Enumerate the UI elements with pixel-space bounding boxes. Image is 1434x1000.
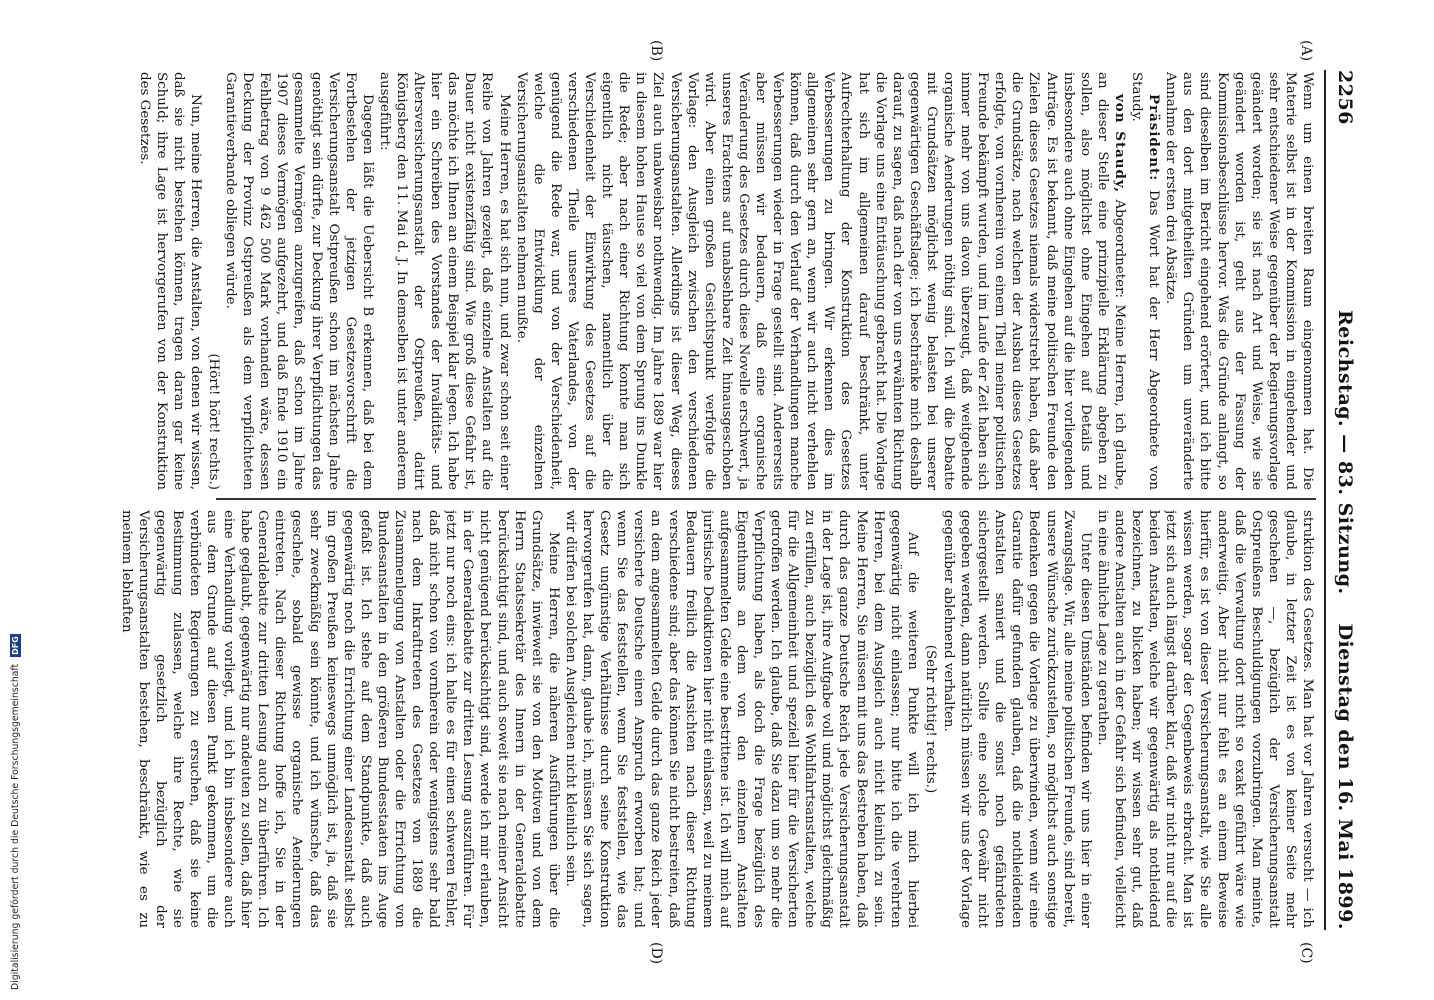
digitization-footer <box>2 606 22 990</box>
paragraph <box>222 72 376 490</box>
paragraph-text: (Hört! hört! rechts.) <box>206 353 221 490</box>
interjection <box>922 510 939 928</box>
column-divider <box>216 498 1316 500</box>
paragraph-text: Wenn um einen breiten Raum eingenommen hat. Die Materie selbst ist in der Kommission in eingehender und sehr entschiedener Weise gegenüber der Regierungsvorlage geändert worden; sie ist nach Art und Weise, wie sie geändert worden ist, geht aus der Fassung der Kommissionsbeschlüsse hervor. Was die Gründe anlangt, so sind dieselben im Bericht eingehend erörtert, und ich bitte aus den dort mitgetheilten Gründen um unveränderte Annahme der ersten drei Absätze. <box>1163 72 1315 490</box>
session-date: Dienstag den 16. Mai 1899. <box>1334 623 1356 930</box>
right-text-column <box>76 510 1316 928</box>
paragraph <box>562 510 921 928</box>
paragraph-text: Auf die weiteren Punkte will ich mich hierbei gegenwärtig nicht einlassen; nur bitte ich die verehrten Herren, bei dem Ausgleich auch nicht kleinlich zu sein. Meine Herren, Sie müssen mit uns das Bestreben haben, daß durch das ganze Deutsche Reich jede Versicherungsanstalt in der Lage ist, ihre Aufgabe voll und möglichst gleichmäßig zu erfüllen, auch bezüglich des Wohlfahrtsanstalten, welche für die Allgemeinheit und speziell hier für die Versicherten getroffen werden. Ich glaube, daß Sie dazu um so mehr die Verpflichtung haben, als doch die Frage bezüglich des Eigenthums an dem von den einzelnen Anstalten aufgesammelten Gelde eine bestrittene ist. Ich will mich auf juristische Deduktionen hier nicht einlassen, weil zu meinem Bedauern freilich die Ansichten nach dieser Richtung verschiedene sind; aber das können Sie nicht bestreiten, daß an dem angesammelten Gelde durch das ganze Reich jeder versicherte Deutsche einen Anspruch erworben hat; und wenn Sie das feststellen, wenn Sie feststellen, wie das Gesetz ungünstige Verhältnisse durch seine Konstruktion hervorgerufen hat, dann, glaube ich, müssen Sie sich sagen, wir dürfen bei solchen Ausgleichen nicht kleinlich sein. <box>562 510 920 928</box>
paragraph-text: (Sehr richtig! rechts.) <box>922 644 938 794</box>
paragraph-text: Das Wort hat der Herr Abgeordnete von Staudy. <box>1129 72 1162 490</box>
margin-marker-d: (D) <box>648 942 664 965</box>
paragraph <box>1094 510 1316 928</box>
paragraph <box>136 72 204 490</box>
page-number: 2256 <box>1334 70 1356 125</box>
dfg-logo: DFG <box>11 636 20 655</box>
paragraph <box>1162 72 1316 490</box>
paragraph <box>513 72 1128 490</box>
paragraph-text: Meine Herren, es hat sich nun, und zwar schon seit einer Reihe von Jahren gezeigt, daß einzelne Anstalten auf die Dauer nicht existenzfähig sind. Wie groß diese Gefahr ist, das möchte ich Ihnen an einem Beispiel klar legen. Ich habe hier ein Schreiben des Vorstandes der Invaliditäts- und Altersversicherungsanstalt der Ostpreußen, datirt Königsberg den 11. Mai d. J. In demselben ist unter anderem ausgeführt: <box>376 72 512 490</box>
paragraph-text: Unter diesen Umständen befinden wir uns hier in einer Zwangslage. Wir, alle meine politischen Freunde, sind bereit, unsere Wünsche zurückzustellen, so möglichst auch sonstige Bedenken gegen die Vorlage zu überwinden, wenn wir eine Garantie dafür gefunden glauben, daß die nothleidenden Anstalten saniert und die sonst noch gefährdeten sichergestellt werden. Sollte eine solche Gewähr nicht gegeben werden, dann natürlich müssen wir uns der Vorlage gegenüber ablehnend verhalten. <box>941 510 1093 928</box>
header-rule <box>1324 70 1326 930</box>
paragraph <box>1128 72 1162 490</box>
paragraph-text: Dagegen läßt die Uebersicht B erkennen, daß bei dem Fortbestehen der jetzigen Gesetzesvorschrift die Versicherungsanstalt Ostpreußen schon im nächsten Jahre genöthigt sein dürfte, zur Deckung ihrer Verpflichtungen das gesammelte Vermögen anzugreifen, daß schon im Jahre 1907 dieses Vermögen aufgezehrt, und daß Ende 1910 ein Fehlbetrag von 9 462 500 Mark vorhanden wäre, dessen Deckung der Provinz Ostpreußen als dem verpflichteten Garantieverbande obliegen würde. <box>223 72 375 490</box>
paragraph-text: Meine Herren, die näheren Ausführungen über die Grundsätze, inwieweit sie von den Motiven und von dem Herrn Staatssekretär des Innern in der Generaldebatte berücksichtigt sind, und auch soweit sie nach meiner Ansicht nicht genügend berücksichtigt sind, werde ich mir erlauben, in der Generaldebatte zur dritten Lesung auszuführen. Für jetzt nur noch eins: ich halte es für einen schweren Fehler, daß nicht schon von vornherein oder wenigstens sehr bald nach dem Inkrafttreten des Gesetzes von 1889 die Zusammenlegung von Anstalten oder die Errichtung von Bundesanstalten in den größeren Bundesstaaten ins Auge gefaßt ist. Ich stehe auf dem Standpunkte, daß auch gegenwärtig noch die Errichtung einer Landesanstalt selbst im großen Preußen keineswegs unmöglich ist, ja, daß sie sehr zweckmäßig sein könnte, und ich wünsche, daß das geschehe, sobald gewisse organische Aenderungen eintreten. Nach dieser Richtung hoffe ich, Sie in der Generaldebatte zur dritten Lesung auch zu überführen. Ich habe geglaubt, gegenwärtig nur andeuten zu sollen, daß hier eine Verhandlung vorliegt, und ich bin insbesondere auch aus dem Grunde auf diesen Punkt gekommen, um die verbündeten Regierungen zu ersuchen, daß sie keine Bestimmung zulassen, welche ihre Rechte, wie sie gegenwärtig gesetzlich bezüglich der Versicherungsanstalten bestehen, beschränkt, wie es zu meinem lebhaften <box>118 510 561 928</box>
paragraph <box>376 72 513 490</box>
paragraph <box>940 510 1094 928</box>
paragraph <box>117 510 561 928</box>
speaker-name: Präsident: <box>1146 94 1163 182</box>
left-text-column <box>76 72 1316 490</box>
speaker-name: von Staudy, <box>1111 94 1128 194</box>
margin-marker-b: (B) <box>648 40 664 62</box>
paragraph-text: struktion des Gesetzes. Man hat vor Jahren versucht — ich glaube, in letzter Zeit ist es von keiner Seite mehr geschehen —, bezüglich der Versicherungsanstalt Ostpreußens Beschuldigungen vorzubringen. Man meinte, daß die Verwaltung dort nicht so exakt geführt wäre wie anderweitig. Aber nicht nur fehlt es an einem Beweise hierfür, es ist von dieser Versicherungsanstalt, wie Sie alle wissen werden, sogar der Gegenbeweis erbracht. Man ist jetzt sich auch längst darüber klar, daß wir nicht nur auf die beiden Anstalten, welche wir gegenwärtig als nothleidend bezeichnen, zu blicken haben; wir wissen sehr gut, daß andere Anstalten auch in der Gefahr sich befinden, vielleicht in eine ähnliche Lage zu gerathen. <box>1094 510 1315 928</box>
footer-credit-text: Digitalisierung gefördert durch die Deutsche Forschungsgemeinschaft <box>10 663 21 990</box>
paragraph-text: Nun, meine Herren, die Anstalten, von denen wir wissen, daß sie nicht bestehen können, tragen daran gar keine Schuld; ihre Lage ist hervorgerufen von der Konstruktion des Gesetzes. <box>136 72 203 490</box>
margin-marker-a: (A) <box>1298 40 1314 62</box>
interjection <box>205 72 222 490</box>
paragraph-text: Abgeordneter: Meine Herren, ich glaube, an dieser Stelle eine prinzipielle Erklärung abgeben zu sollen, also möglichst ohne Eingehen auf Details und insbesondere auch ohne Eingehen auf die hier vorliegenden Anträge. Es ist bekannt, daß meine politischen Freunde den Zielen dieses Gesetzes niemals widerstrebt haben, daß aber die Grundsätze, nach welchen der Ausbau dieses Gesetzes erfolgte, von vornherein von einem Theil meiner politischen Freunde bekämpft wurden, und im Laufe der Zeit haben sich immer mehr von uns davon überzeugt, daß weitgehende organische Aenderungen nöthig sind. Ich will die Debatte mit Grundsätzen möglichst wenig belasten bei unserer gegenwärtigen Geschäftslage; ich beschränke mich deshalb darauf, zu sagen, daß nach der von uns erwähnten Richtung die Vorlage uns eine Enttäuschung gebracht hat. Die Vorlage hat sich im allgemeinen darauf beschränkt, unter Aufrechterhaltung der Konstruktion des Gesetzes Verbesserungen zu bringen. Wir erkennen dies im allgemeinen sehr gern an, wenn wir auch nicht verhehlen können, daß durch den Verlauf der Verhandlungen manche Verbesserungen wieder in Frage gestellt sind. Andererseits aber müssen wir bedauern, daß eine organische Veränderung des Gesetzes durch diese Novelle erschwert, ja unseres Erachtens auf unabsehbare Zeit hinausgeschoben wird. Aber einen großen Gesichtspunkt verfolgte die Vorlage: den Ausgleich zwischen den verschiedenen Versicherungsanstalten. Allerdings ist dieser Weg, dieses Ziel auch unabweisbar nothwendig. Im Jahre 1889 war hier in diesem hohen Hause so viel von dem Sprung ins Dunkle die Rede; aber nach einer Richtung konnte man sich eigentlich nicht täuschen, namentlich über die Verschiedenheit der Einwirkung des Gesetzes auf die verschiedenen Theile unseres Vaterlandes, von der genügend die Rede war, und von der Verschiedenheit, welche die Entwicklung der einzelnen Versicherungsanstalten nehmen mußte. <box>513 72 1127 490</box>
margin-marker-c: (C) <box>1298 942 1314 964</box>
footer-credit <box>6 606 26 990</box>
running-head <box>1332 70 1356 930</box>
session-title: Reichstag. — 83. Sitzung. <box>1334 310 1356 595</box>
